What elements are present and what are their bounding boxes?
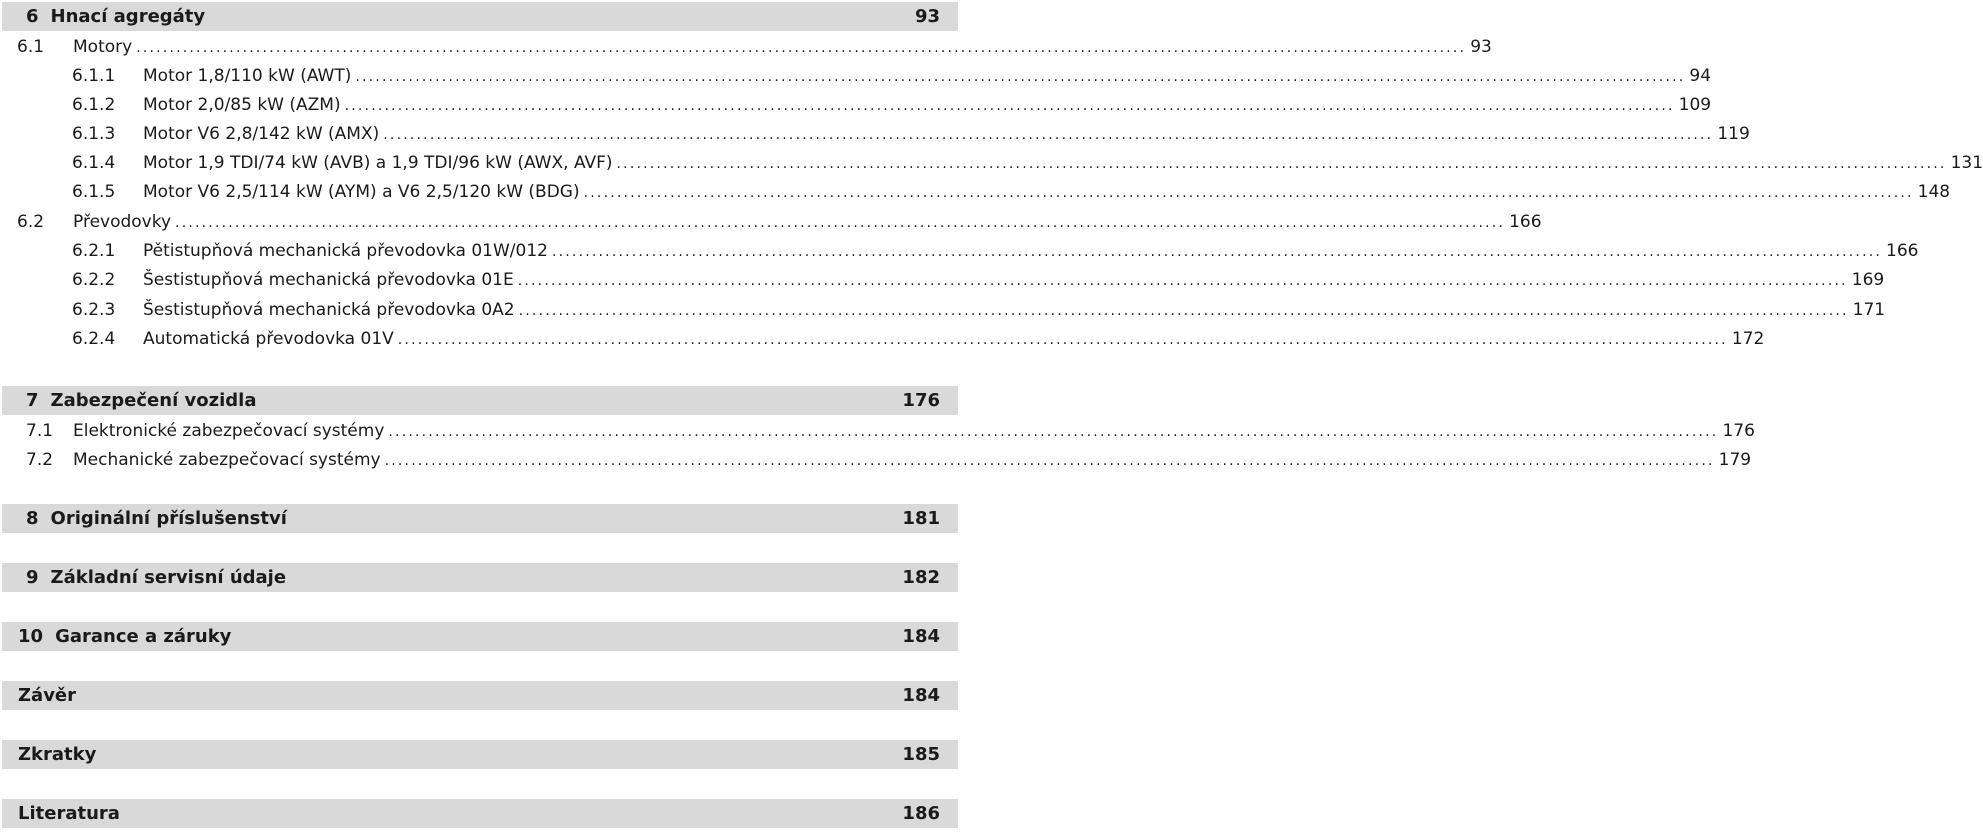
entry-title: Motor V6 2,5/114 kW (AYM) a V6 2,5/120 kW (BDG) [143,182,580,202]
section-title: Základní servisní údaje [50,567,287,588]
entry-title: Pětistupňová mechanická převodovka 01W/012 [143,241,548,261]
entry-page: 171 [1852,300,1886,320]
entry-number: 6.2.3 [72,300,116,320]
dot-leader: ........................................................................................................................................................................................................ [344,98,1675,114]
dot-leader: ........................................................................................................................................................................................................ [583,185,1914,201]
entry-title: Automatická převodovka 01V [143,329,394,349]
entry-title: Převodovky [73,212,172,232]
entry-number: 6.2.1 [72,241,116,261]
section-title: Hnací agregáty [50,6,206,27]
section-title: Literatura [18,803,120,824]
dot-leader: ........................................................................................................................................................................................................ [355,69,1686,85]
section-page: 182 [902,567,940,588]
toc-entry[interactable] [17,209,1542,235]
toc-entry[interactable] [26,418,1755,444]
section-number: 9 [26,567,39,588]
entry-number: 6.2.2 [72,270,116,290]
toc-entry[interactable] [72,63,1712,89]
toc-entry[interactable] [72,267,1885,293]
section-title: Závěr [18,685,77,706]
entry-page: 179 [1718,450,1752,470]
entry-number: 6.1.5 [72,182,116,202]
toc-entry[interactable] [26,447,1752,473]
entry-page: 148 [1917,182,1951,202]
section-page: 93 [914,6,940,27]
entry-page: 176 [1722,421,1755,441]
toc-entry[interactable] [17,34,1492,60]
section-page: 186 [902,803,940,824]
section-number: 8 [26,508,39,529]
section-page: 184 [902,626,940,647]
entry-number: 6.1.1 [72,66,116,86]
section-page: 176 [902,390,940,411]
dot-leader: ........................................................................................................................................................................................................ [518,303,1849,319]
section-title: Zabezpečení vozidla [50,390,257,411]
entry-number: 6.1.4 [72,153,116,173]
section-heading[interactable] [2,681,958,710]
toc-entry[interactable] [72,297,1886,323]
toc-entry[interactable] [72,121,1750,147]
dot-leader: ........................................................................................................................................................................................................ [388,424,1719,440]
entry-page: 166 [1886,241,1919,261]
section-title: Originální příslušenství [50,508,287,529]
section-heading[interactable] [2,504,958,533]
section-heading[interactable] [2,622,958,651]
entry-number: 6.1.2 [72,95,116,115]
entry-number: 7.1 [26,421,54,441]
entry-title: Motor V6 2,8/142 kW (AMX) [143,124,380,144]
toc-entry[interactable] [72,238,1919,264]
entry-page: 109 [1678,95,1712,115]
entry-title: Mechanické zabezpečovací systémy [73,450,381,470]
dot-leader: ........................................................................................................................................................................................................ [616,156,1947,172]
toc-entry[interactable] [72,92,1712,118]
section-page: 181 [902,508,940,529]
section-heading[interactable] [2,740,958,769]
entry-number: 6.1 [17,37,45,57]
entry-title: Elektronické zabezpečovací systémy [73,421,385,441]
section-number: 10 [18,626,44,647]
dot-leader: ........................................................................................................................................................................................................ [136,40,1467,56]
entry-title: Motor 1,9 TDI/74 kW (AVB) a 1,9 TDI/96 kW (AWX, AVF) [143,153,613,173]
entry-title: Šestistupňová mechanická převodovka 01E [143,270,514,290]
section-title: Garance a záruky [55,626,232,647]
section-number: 6 [26,6,39,27]
section-number: 7 [26,390,39,411]
dot-leader: ........................................................................................................................................................................................................ [175,215,1506,231]
entry-number: 6.1.3 [72,124,116,144]
entry-page: 119 [1717,124,1750,144]
dot-leader: ........................................................................................................................................................................................................ [551,244,1883,260]
entry-title: Motor 1,8/110 kW (AWT) [143,66,352,86]
section-heading[interactable] [2,386,958,415]
entry-number: 6.2.4 [72,329,116,349]
entry-title: Motory [73,37,133,57]
entry-number: 7.2 [26,450,54,470]
entry-page: 166 [1509,212,1542,232]
section-title: Zkratky [18,744,97,765]
section-page: 185 [902,744,940,765]
entry-page: 131 [1950,153,1983,173]
entry-title: Motor 2,0/85 kW (AZM) [143,95,341,115]
entry-number: 6.2 [17,212,45,232]
entry-page: 93 [1470,37,1492,57]
section-heading[interactable] [2,799,958,828]
entry-page: 94 [1689,66,1712,86]
toc-entry[interactable] [72,150,1983,176]
dot-leader: ........................................................................................................................................................................................................ [384,453,1715,469]
entry-title: Šestistupňová mechanická převodovka 0A2 [143,300,515,320]
toc-entry[interactable] [72,326,1765,352]
section-page: 184 [902,685,940,706]
section-heading[interactable] [2,563,958,592]
entry-page: 169 [1851,270,1885,290]
dot-leader: ........................................................................................................................................................................................................ [517,273,1848,289]
dot-leader: ........................................................................................................................................................................................................ [383,127,1714,143]
section-heading[interactable] [2,2,958,31]
dot-leader: ........................................................................................................................................................................................................ [397,332,1728,348]
toc-entry[interactable] [72,179,1951,205]
entry-page: 172 [1731,329,1765,349]
